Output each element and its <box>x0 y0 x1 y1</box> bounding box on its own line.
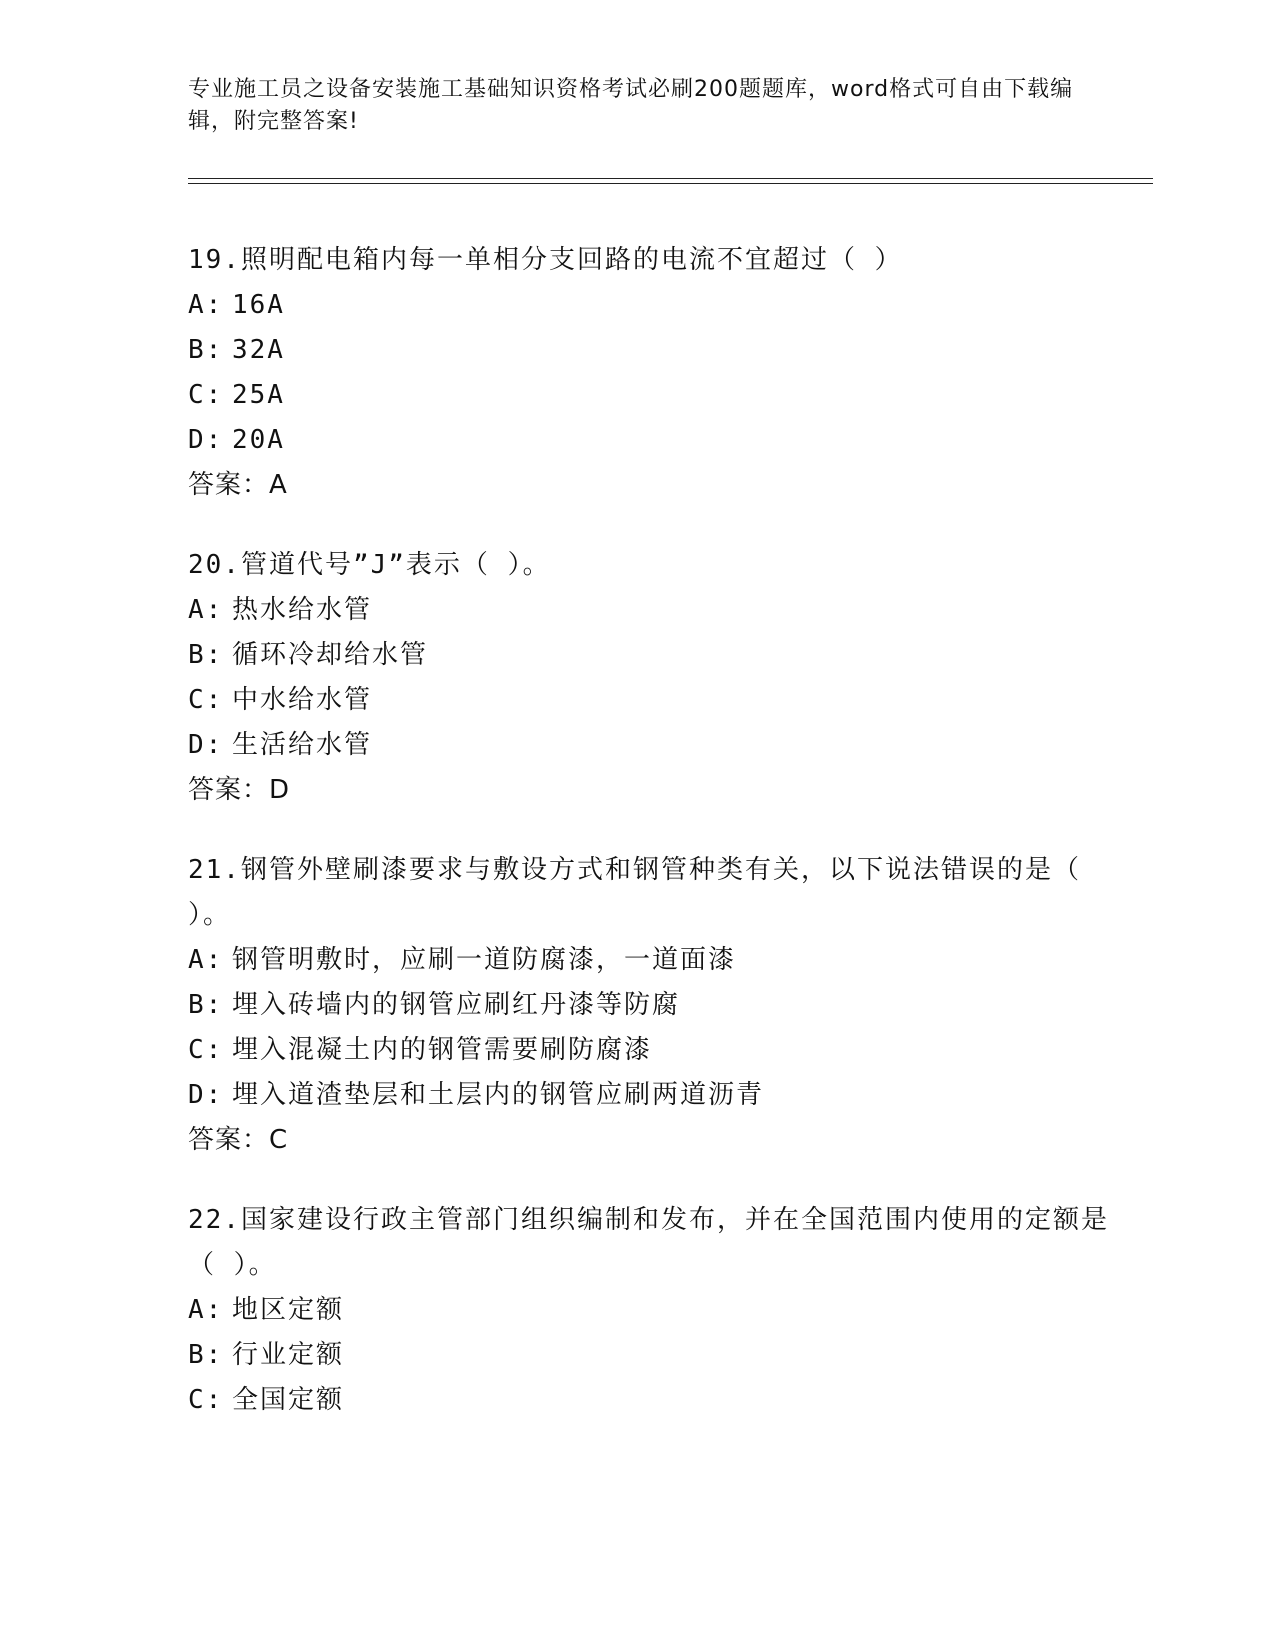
option-b <box>188 328 1118 373</box>
option-letter: C: <box>188 685 224 715</box>
option-letter: D: <box>188 730 224 760</box>
option-letter: A: <box>188 945 224 975</box>
option-text: 中水给水管 <box>232 685 373 715</box>
option-text: 20A <box>232 425 285 455</box>
option-letter: C: <box>188 1385 224 1415</box>
option-a <box>188 938 1118 983</box>
option-letter: B: <box>188 990 224 1020</box>
option-text: 地区定额 <box>232 1295 345 1325</box>
option-letter: D: <box>188 1080 224 1110</box>
option-letter: A: <box>188 290 224 320</box>
option-text: 埋入混凝土内的钢管需要刷防腐漆 <box>232 1035 653 1065</box>
question-22 <box>188 1198 1118 1423</box>
option-b <box>188 633 1118 678</box>
option-letter: B: <box>188 640 224 670</box>
question-title: 20.管道代号”J”表示（ ）。 <box>188 550 551 580</box>
option-c <box>188 678 1118 723</box>
option-a <box>188 1288 1118 1333</box>
option-c <box>188 1378 1118 1423</box>
question-21 <box>188 848 1118 1162</box>
answer-line: 答案：C <box>188 1125 289 1155</box>
option-a <box>188 588 1118 633</box>
option-letter: D: <box>188 425 224 455</box>
option-d <box>188 1073 1118 1118</box>
option-letter: A: <box>188 595 224 625</box>
option-text: 钢管明敷时，应刷一道防腐漆，一道面漆 <box>232 945 737 975</box>
option-d <box>188 723 1118 768</box>
option-text: 行业定额 <box>232 1340 345 1370</box>
option-text: 全国定额 <box>232 1385 345 1415</box>
option-c <box>188 373 1118 418</box>
option-letter: B: <box>188 1340 224 1370</box>
header-divider-bottom <box>188 183 1153 184</box>
question-list <box>188 238 1118 1459</box>
header-divider-top <box>188 178 1153 179</box>
question-19 <box>188 238 1118 507</box>
option-b <box>188 1333 1118 1378</box>
option-text: 埋入砖墙内的钢管应刷红丹漆等防腐 <box>232 990 681 1020</box>
option-text: 25A <box>232 380 285 410</box>
option-letter: A: <box>188 1295 224 1325</box>
option-b <box>188 983 1118 1028</box>
option-d <box>188 418 1118 463</box>
option-a <box>188 283 1118 328</box>
option-text: 埋入道渣垫层和土层内的钢管应刷两道沥青 <box>232 1080 765 1110</box>
option-text: 32A <box>232 335 285 365</box>
question-title: 22.国家建设行政主管部门组织编制和发布，并在全国范围内使用的定额是（ ）。 <box>188 1205 1109 1280</box>
document-header-title: 专业施工员之设备安装施工基础知识资格考试必刷200题题库，word格式可自由下载编辑，附完整答案! <box>188 77 1074 134</box>
option-text: 生活给水管 <box>232 730 373 760</box>
option-letter: B: <box>188 335 224 365</box>
option-letter: C: <box>188 1035 224 1065</box>
question-20 <box>188 543 1118 812</box>
option-text: 循环冷却给水管 <box>232 640 429 670</box>
option-letter: C: <box>188 380 224 410</box>
question-title: 19.照明配电箱内每一单相分支回路的电流不宜超过（ ） <box>188 245 903 275</box>
option-c <box>188 1028 1118 1073</box>
answer-line: 答案：A <box>188 470 288 500</box>
question-title: 21.钢管外壁刷漆要求与敷设方式和钢管种类有关，以下说法错误的是（ ）。 <box>188 855 1081 930</box>
option-text: 16A <box>232 290 285 320</box>
option-text: 热水给水管 <box>232 595 373 625</box>
answer-line: 答案：D <box>188 775 291 805</box>
